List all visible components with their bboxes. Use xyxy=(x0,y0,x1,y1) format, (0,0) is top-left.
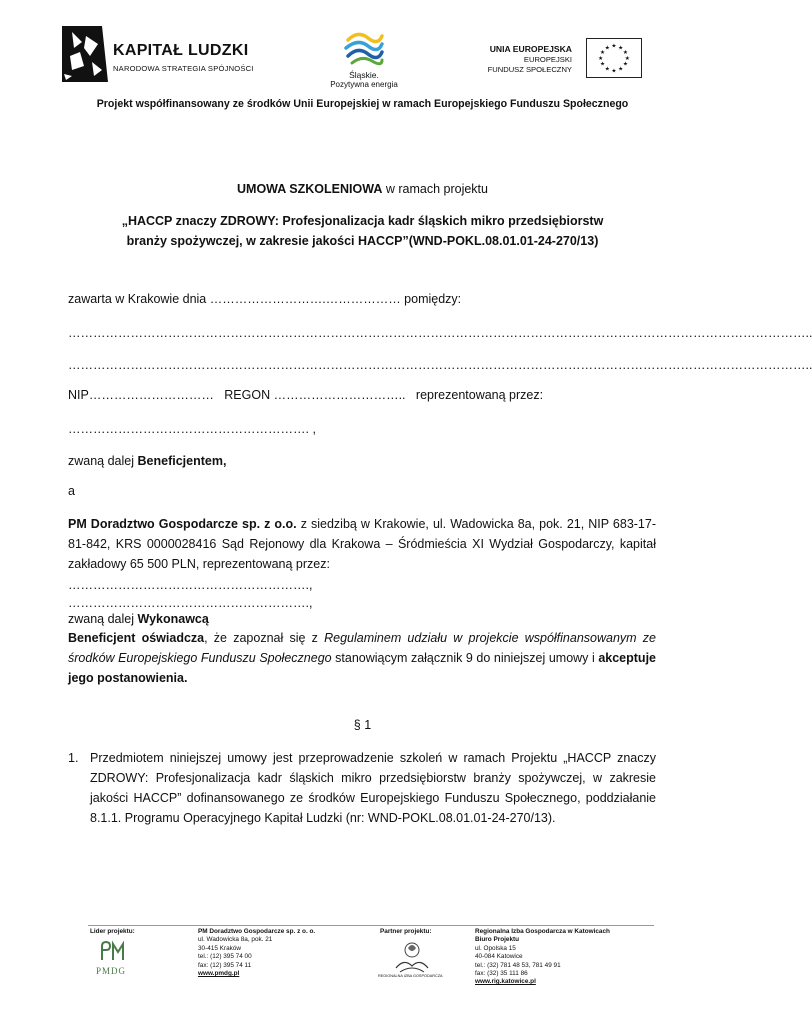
contractor-name: PM Doradztwo Gospodarcze sp. z o.o. xyxy=(68,517,297,531)
leader-name: PM Doradztwo Gospodarcze sp. z o. o. xyxy=(198,928,316,935)
concluded-line: zawarta w Krakowie dnia ……………………….……………… pomiędzy: xyxy=(68,292,462,306)
contractor-details: z siedzibą w Krakowie, ul. Wadowicka 8a, pok. 21, NIP 683-17-81-842, KRS 0000028416 Sąd Rejonowy dla Krakowa – Śródmieścia XI Wydział Gospodarczy, kapitał zakładowy 65 500 PLN, reprezentowaną przez: xyxy=(68,517,657,571)
partner-office: Biuro Projektu xyxy=(475,936,520,944)
leader-phone: tel.: (12) 395 74 00 xyxy=(198,953,252,961)
rig-emblem-icon xyxy=(384,938,440,978)
title-rest: w ramach projektu xyxy=(382,182,488,196)
declaration-paragraph xyxy=(68,628,656,688)
partner-address-1: ul. Opolska 15 xyxy=(475,944,516,952)
svg-text:★: ★ xyxy=(618,66,624,73)
section-heading: § 1 xyxy=(353,718,372,732)
svg-text:★: ★ xyxy=(598,55,604,62)
partner-fax: fax: (32) 35 111 86 xyxy=(475,970,528,978)
list-item-number: 1. xyxy=(68,751,79,765)
partner-contact xyxy=(475,928,610,987)
declaration-bold: Beneficjent oświadcza xyxy=(68,631,205,645)
project-name-line-1: „HACCP znaczy ZDROWY: Profesjonalizacja kadr śląskich mikro przedsiębiorstw xyxy=(121,214,604,228)
svg-text:★: ★ xyxy=(600,61,606,68)
footer-divider xyxy=(88,925,654,926)
svg-text:★: ★ xyxy=(622,61,628,68)
declaration-accept: akceptuje jego postanowienia. xyxy=(68,651,656,685)
project-name-line-2: branży spożywczej, w zakresie jakości HACCP”(WND-POKL.08.01.01-24-270/13) xyxy=(126,234,599,248)
svg-text:★: ★ xyxy=(604,45,610,52)
called-prefix: zwaną dalej xyxy=(68,454,138,468)
svg-text:★: ★ xyxy=(611,68,617,75)
eu-line-1: UNIA EUROPEJSKA xyxy=(489,44,572,54)
rig-logo-text: REGIONALNA IZBA GOSPODARCZA xyxy=(378,974,443,978)
document-title xyxy=(0,180,725,198)
representative-dots: …………………………………………………. , xyxy=(68,422,316,436)
eu-line-2: EUROPEJSKI xyxy=(523,55,572,64)
kapital-ludzki-emblem-icon xyxy=(62,26,108,82)
leader-website-link[interactable]: www.pmdg.pl xyxy=(198,970,240,978)
title-bold: UMOWA SZKOLENIOWA xyxy=(237,182,383,196)
partner-phone: tel.: (32) 781 48 53, 781 49 91 xyxy=(475,961,561,969)
eu-logo xyxy=(488,38,658,82)
slaskie-logo xyxy=(322,30,406,92)
leader-address-1: ul. Wadowicka 8a, pok. 21 xyxy=(198,936,273,944)
declaration-text-2: stanowiącym załącznik 9 do niniejszej umowy i xyxy=(331,651,599,665)
partner-name: Regionalna Izba Gospodarcza w Katowicach xyxy=(475,928,610,935)
list-item-text: Przedmiotem niniejszej umowy jest przeprowadzenie szkoleń w ramach Projektu „HACCP znaczy ZDROWY: Profesjonalizacja kadr śląskich mikro przedsiębiorstw branży spożywczej, w zakresie jakości HACCP” dofinansowanego ze środków Europejskiego Funduszu Społecznego, poddziałanie 8.1.1. Programu Operacyjnego Kapitał Ludzki (nr: WND-POKL.08.01.01-24-270/13). xyxy=(90,751,656,825)
called-prefix-2: zwaną dalej xyxy=(68,612,138,626)
leader-fax: fax: (12) 395 74 11 xyxy=(198,961,252,969)
called-beneficiary xyxy=(68,452,226,470)
contractor-rep-line-2: …………………………………………………., xyxy=(68,596,313,610)
svg-text:★: ★ xyxy=(611,43,617,50)
beneficiary-label: Beneficjentem, xyxy=(137,454,227,468)
called-contractor xyxy=(68,610,209,628)
svg-text:★: ★ xyxy=(600,50,606,57)
partner-website-link[interactable]: www.rig.katowice.pl xyxy=(475,978,536,986)
svg-text:★: ★ xyxy=(624,55,630,62)
svg-text:★: ★ xyxy=(622,50,628,57)
kapital-ludzki-subtitle: NARODOWA STRATEGIA SPÓJNOŚCI xyxy=(113,64,254,73)
regulation-title: Regulaminem udziału w projekcie współfinansowanym ze środków Europejskiego Funduszu Społecznego xyxy=(68,631,656,665)
kapital-ludzki-title: KAPITAŁ LUDZKI xyxy=(113,42,249,59)
leader-address-2: 30-415 Kraków xyxy=(198,944,241,952)
eu-text xyxy=(488,44,572,75)
pmdg-logo-icon xyxy=(98,940,126,962)
eu-line-3: FUNDUSZ SPOŁECZNY xyxy=(487,65,572,74)
slaskie-tagline: Pozytywna energia xyxy=(330,80,398,89)
slaskie-waves-icon xyxy=(344,30,384,66)
nip-regon-line: NIP………………………… REGON ………………………….. reprezentowaną przez: xyxy=(68,388,544,402)
party-dots-line-1: …………………………………………………………………………………………………………………………………………………………….. xyxy=(68,326,812,340)
partner-address-2: 40-084 Katowice xyxy=(475,953,523,961)
cofinancing-statement: Projekt współfinansowany ze środków Unii Europejskiej w ramach Europejskiego Funduszu Społecznego xyxy=(96,98,629,110)
contractor-label: Wykonawcą xyxy=(137,612,209,626)
kapital-ludzki-logo xyxy=(62,26,262,82)
pmdg-logo-text: PMDG xyxy=(96,966,127,976)
contractor-rep-line-1: …………………………………………………., xyxy=(68,578,313,592)
slaskie-name: Śląskie. xyxy=(349,70,379,80)
leader-contact xyxy=(198,928,315,978)
eu-flag-icon xyxy=(586,38,642,78)
svg-text:★: ★ xyxy=(618,45,624,52)
and-word: a xyxy=(68,484,75,498)
contractor-paragraph xyxy=(68,514,656,574)
svg-text:★: ★ xyxy=(604,66,610,73)
leader-label: Lider projektu: xyxy=(90,928,135,935)
party-dots-line-2: …………………………………………………………………………………………………………………………………………………………….. xyxy=(68,358,812,372)
declaration-text-1: , że zapoznał się z xyxy=(204,631,325,645)
partner-label: Partner projektu: xyxy=(380,928,432,935)
